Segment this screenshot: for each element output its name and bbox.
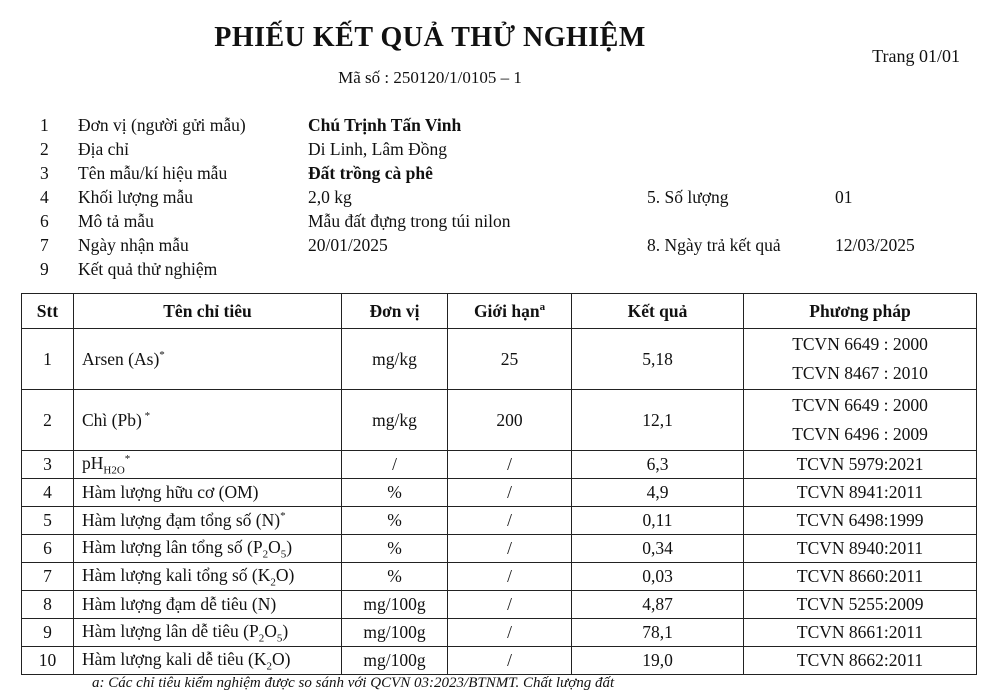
table-cell: TCVN 5255:2009	[744, 591, 977, 619]
results-table	[21, 293, 977, 675]
table-cell: Hàm lượng kali dễ tiêu $(K_2O)$	[74, 647, 342, 675]
table-cell: 4,87	[572, 591, 744, 619]
info-label: Khối lượng mẫu	[78, 187, 193, 207]
table-cell: TCVN 5979:2021	[744, 451, 977, 479]
table-cell: TCVN 8660:2011	[744, 563, 977, 591]
table-cell: mg/100g	[342, 619, 448, 647]
table-header-row	[22, 294, 977, 329]
table-row	[22, 591, 977, 619]
table-row	[22, 563, 977, 591]
table-cell: TCVN 8941:2011	[744, 479, 977, 507]
table-cell: /	[448, 535, 572, 563]
footnote: a: Các chỉ tiêu kiểm nghiệm được so sánh với QCVN 03:2023/BTNMT. Chất lượng đất	[92, 675, 615, 691]
table-cell: 200	[448, 390, 572, 451]
table-cell: Hàm lượng lân dễ tiêu $(P_2O_5)$	[74, 619, 342, 647]
table-cell: 0,34	[572, 535, 744, 563]
table-cell: TCVN 8661:2011	[744, 619, 977, 647]
table-cell: /	[448, 507, 572, 535]
info-value: Mẫu đất đựng trong túi nilon	[308, 211, 511, 231]
table-cell: %	[342, 535, 448, 563]
info-label: Đơn vị (người gửi mẫu)	[78, 115, 246, 135]
header-unit: Đơn vị	[342, 294, 448, 329]
table-cell: 9	[22, 619, 74, 647]
table-row	[22, 619, 977, 647]
table-cell: /	[448, 479, 572, 507]
info-label: 5. Số lượng	[647, 187, 729, 207]
sample-info	[0, 115, 992, 283]
info-label: Ngày nhận mẫu	[78, 235, 189, 255]
table-cell: 5,18	[572, 329, 744, 390]
table-cell: Hàm lượng lân tổng số $(P_2O_5)$	[74, 535, 342, 563]
info-num: 3	[40, 163, 49, 183]
document-code: Mã số : 250120/1/0105 – 1	[338, 68, 522, 87]
table-cell: %	[342, 563, 448, 591]
table-row	[22, 329, 977, 390]
table-cell: /	[448, 591, 572, 619]
table-row	[22, 507, 977, 535]
table-cell: TCVN 8940:2011	[744, 535, 977, 563]
header-method: Phương pháp	[744, 294, 977, 329]
info-value: Đất trồng cà phê	[308, 163, 433, 183]
table-cell: Hàm lượng kali tổng số $(K_2O)$	[74, 563, 342, 591]
header-stt: Stt	[22, 294, 74, 329]
table-cell: mg/kg	[342, 329, 448, 390]
table-cell: 25	[448, 329, 572, 390]
page-number: Trang 01/01	[872, 46, 960, 66]
table-cell: Arsen (As)*	[74, 329, 342, 390]
info-num: 4	[40, 187, 49, 207]
table-cell: Chì (Pb) *	[74, 390, 342, 451]
table-cell: %	[342, 507, 448, 535]
info-num: 2	[40, 139, 49, 159]
info-row	[0, 235, 992, 259]
header-result: Kết quả	[572, 294, 744, 329]
header-name: Tên chỉ tiêu	[74, 294, 342, 329]
table-cell: 10	[22, 647, 74, 675]
table-cell: /	[448, 451, 572, 479]
table-cell: 4	[22, 479, 74, 507]
info-row	[0, 211, 992, 235]
table-row	[22, 390, 977, 451]
info-value: Chú Trịnh Tấn Vinh	[308, 115, 462, 135]
table-cell: TCVN 6649 : 2000 TCVN 6496 : 2009	[744, 390, 977, 451]
info-num: 7	[40, 235, 49, 255]
info-value: Di Linh, Lâm Đồng	[308, 139, 448, 159]
table-row	[22, 479, 977, 507]
table-cell: 1	[22, 329, 74, 390]
table-cell: 0,11	[572, 507, 744, 535]
table-cell: 6,3	[572, 451, 744, 479]
table-cell: /	[448, 563, 572, 591]
table-cell: 4,9	[572, 479, 744, 507]
table-cell: /	[448, 647, 572, 675]
info-num: 6	[40, 211, 49, 231]
table-row	[22, 451, 977, 479]
table-cell: 12,1	[572, 390, 744, 451]
document-title: PHIẾU KẾT QUẢ THỬ NGHIỆM	[214, 22, 646, 53]
table-cell: 78,1	[572, 619, 744, 647]
info-label: Kết quả thử nghiệm	[78, 259, 218, 279]
table-cell: Hàm lượng đạm dễ tiêu (N)	[74, 591, 342, 619]
info-label: 8. Ngày trả kết quả	[647, 235, 781, 255]
table-cell: TCVN 6498:1999	[744, 507, 977, 535]
info-label: Tên mẫu/kí hiệu mẫu	[78, 163, 228, 183]
table-cell: 2	[22, 390, 74, 451]
info-value: 2,0 kg	[308, 187, 352, 207]
header-limit: Giới hạn$^a$	[448, 294, 572, 329]
table-cell: 5	[22, 507, 74, 535]
table-cell: $pH_{H2O}^*$	[74, 451, 342, 479]
info-value: 12/03/2025	[835, 235, 915, 255]
table-cell: mg/kg	[342, 390, 448, 451]
table-cell: mg/100g	[342, 647, 448, 675]
info-label: Địa chỉ	[78, 139, 130, 159]
info-label: Mô tả mẫu	[78, 211, 154, 231]
info-row	[0, 115, 992, 139]
info-value: 20/01/2025	[308, 235, 388, 255]
info-num: 9	[40, 259, 49, 279]
info-row	[0, 259, 992, 283]
table-cell: 3	[22, 451, 74, 479]
table-cell: TCVN 6649 : 2000 TCVN 8467 : 2010	[744, 329, 977, 390]
table-row	[22, 647, 977, 675]
table-cell: Hàm lượng hữu cơ (OM)	[74, 479, 342, 507]
table-cell: 19,0	[572, 647, 744, 675]
info-num: 1	[40, 115, 49, 135]
table-cell: 8	[22, 591, 74, 619]
table-cell: 7	[22, 563, 74, 591]
table-cell: /	[342, 451, 448, 479]
info-value: 01	[835, 187, 853, 207]
info-row	[0, 139, 992, 163]
table-cell: 0,03	[572, 563, 744, 591]
table-cell: 6	[22, 535, 74, 563]
table-row	[22, 535, 977, 563]
info-row	[0, 163, 992, 187]
table-cell: mg/100g	[342, 591, 448, 619]
table-cell: TCVN 8662:2011	[744, 647, 977, 675]
info-row	[0, 187, 992, 211]
table-cell: Hàm lượng đạm tổng số (N)*	[74, 507, 342, 535]
table-cell: %	[342, 479, 448, 507]
table-cell: /	[448, 619, 572, 647]
